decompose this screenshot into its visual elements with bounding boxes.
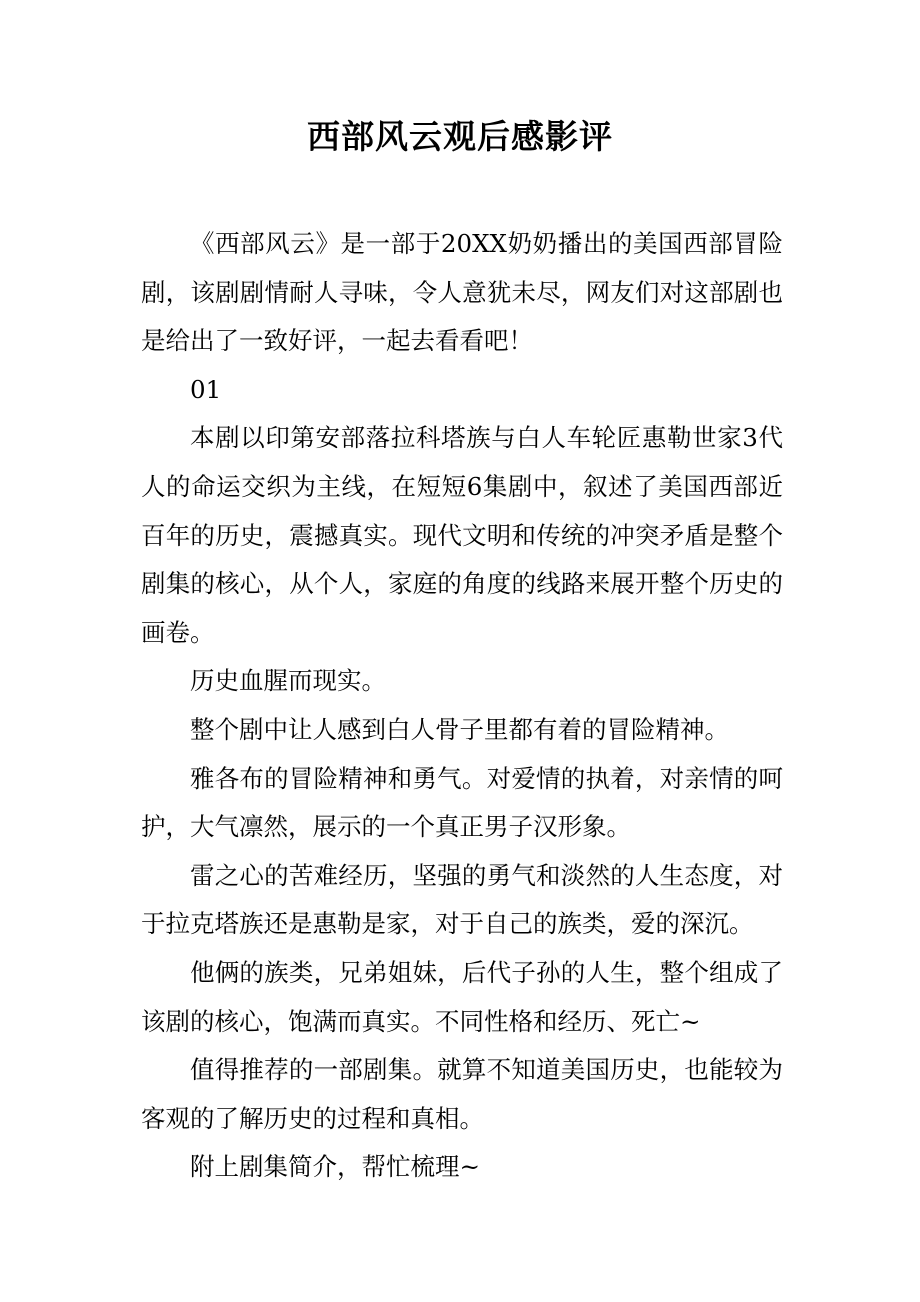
- paragraph-jacob: 雅各布的冒险精神和勇气。对爱情的执着，对亲情的呵护，大气凛然，展示的一个真正男子汉形象。: [141, 763, 783, 842]
- document-body: [141, 220, 783, 1192]
- paragraph-plot-summary: 本剧以印第安部落拉科塔族与白人车轮匠惠勒世家3代人的命运交织为主线，在短短6集剧中，叙述了美国西部近百年的历史，震撼真实。现代文明和传统的冲突矛盾是整个剧集的核心，从个人，家庭的角度的线路来展开整个历史的画卷。: [141, 423, 783, 647]
- paragraph-synopsis-note: 附上剧集简介，帮忙梳理~: [190, 1152, 481, 1182]
- paragraph-family: 他俩的族类，兄弟姐妹，后代子孙的人生，整个组成了该剧的核心，饱满而真实。不同性格和经历、死亡~: [141, 957, 783, 1036]
- paragraph-thunder-heart: 雷之心的苦难经历，坚强的勇气和淡然的人生态度，对于拉克塔族还是惠勒是家，对于自己的族类，爱的深沉。: [141, 860, 783, 939]
- paragraph-adventure-spirit: 整个剧中让人感到白人骨子里都有着的冒险精神。: [190, 714, 729, 744]
- document-title: 西部风云观后感影评: [307, 117, 613, 156]
- paragraph-recommendation: 值得推荐的一部剧集。就算不知道美国历史，也能较为客观的了解历史的过程和真相。: [141, 1055, 783, 1133]
- paragraph-intro: 《西部风云》是一部于20XX奶奶播出的美国西部冒险剧，该剧剧情耐人寻味，令人意犹未尽，网友们对这部剧也是给出了一致好评，一起去看看吧！: [141, 229, 783, 356]
- paragraph-history: 历史血腥而现实。: [190, 666, 386, 696]
- paragraph-section-number: 01: [190, 374, 222, 404]
